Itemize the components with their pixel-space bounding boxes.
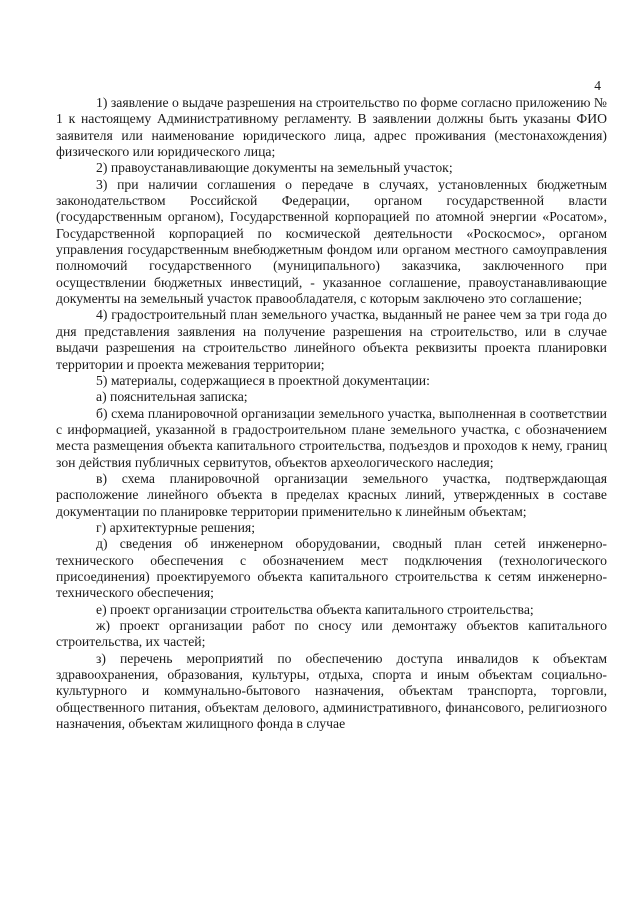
paragraph-item-5: 5) материалы, содержащиеся в проектной документации: (96, 372, 430, 388)
paragraph-item-5g: г) архитектурные решения; (96, 519, 255, 535)
paragraph-item-5z: з) перечень мероприятий по обеспечению доступа инвалидов к объектам здравоохранения, образования, культуры, отдыха, спорта и иным объектам социально-культурного и коммунально-бытового назначения, объектам транспорта, торговли, общественного питания, объектам делового, административного, финансового, религиозного назначения, объектам жилищного фонда в случае (56, 650, 607, 732)
paragraph-item-5a: а) пояснительная записка; (96, 389, 248, 405)
paragraph-item-1: 1) заявление о выдаче разрешения на строительство по форме согласно приложению № 1 к настоящему Административному регламенту. В заявлении должны быть указаны ФИО заявителя или наименование юридического лица, адрес проживания (местонахождения) физического или юридического лица; (56, 95, 607, 160)
paragraph-item-5d: д) сведения об инженерном оборудовании, сводный план сетей инженерно-технического обеспечения с обозначением мест подключения (технологического присоединения) проектируемого объекта капитального строительства к сетям инженерно-технического обеспечения; (56, 536, 607, 601)
paragraph-item-5zh: ж) проект организации работ по сносу или демонтажу объектов капитального строительства, их частей; (56, 618, 607, 650)
document-body (56, 95, 607, 732)
paragraph-item-5e: е) проект организации строительства объекта капитального строительства; (96, 601, 534, 617)
paragraph-item-3: 3) при наличии соглашения о передаче в случаях, установленных бюджетным законодательством Российской Федерации, органом государственной власти (государственным органом), Государственной корпорацией по атомной энергии «Росатом», Государственной корпорацией по космической деятельности «Роскосмос», органом управления государственным внебюджетным фондом или органом местного самоуправления полномочий государственного (муниципального) заказчика, заключенного при осуществлении бюджетных инвестиций, - указанное соглашение, правоустанавливающие документы на земельный участок правообладателя, с которым заключено это соглашение; (56, 176, 607, 307)
paragraph-item-4: 4) градостроительный план земельного участка, выданный не ранее чем за три года до дня представления заявления на получение разрешения на строительство, или в случае выдачи разрешения на строительство линейного объекта реквизиты проекта планировки территории и проекта межевания территории; (56, 307, 607, 372)
page-number: 4 (594, 78, 601, 93)
paragraph-item-5b: б) схема планировочной организации земельного участка, выполненная в соответствии с информацией, указанной в градостроительном плане земельного участка, с обозначением места размещения объекта капитального строительства, подъездов и проходов к нему, границ зон действия публичных сервитутов, объектов археологического наследия; (56, 405, 607, 470)
paragraph-item-2: 2) правоустанавливающие документы на земельный участок; (96, 160, 453, 176)
paragraph-item-5v: в) схема планировочной организации земельного участка, подтверждающая расположение линейного объекта в пределах красных линий, утвержденных в составе документации по планировке территории применительно к линейным объектам; (56, 470, 607, 519)
